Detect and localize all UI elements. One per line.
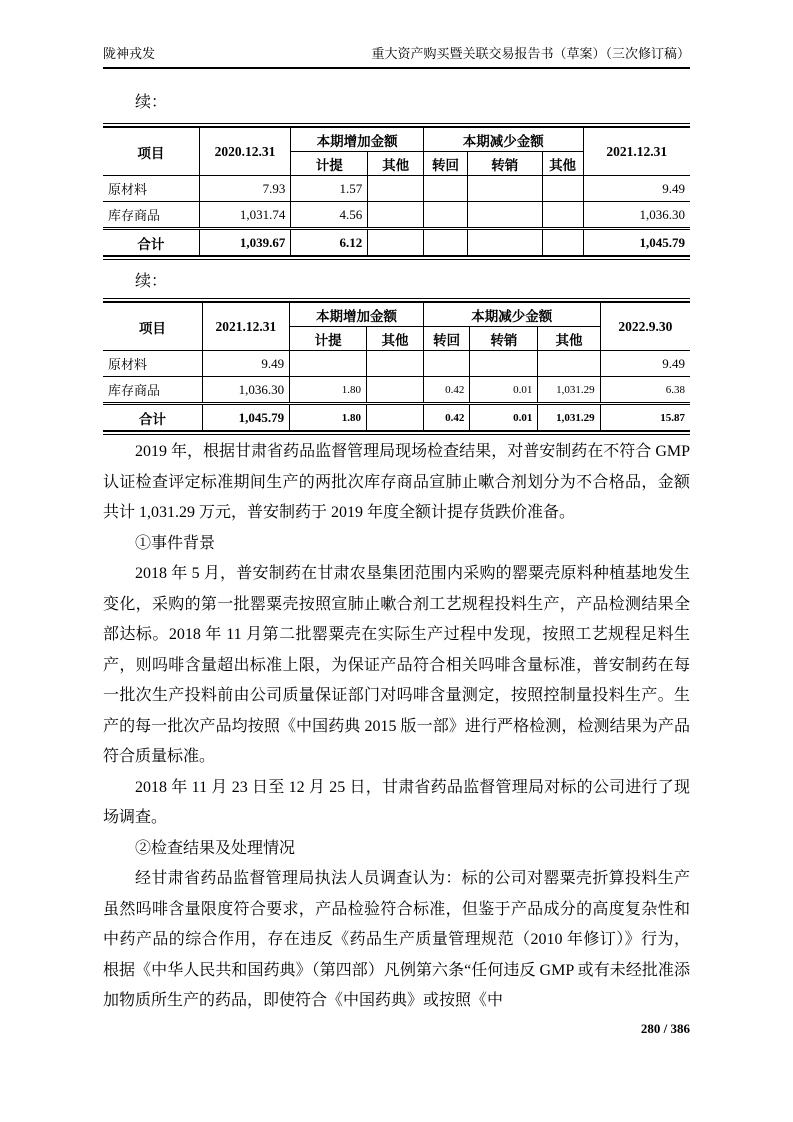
paragraph: 2018 年 11 月 23 日至 12 月 25 日，甘肃省药品监督管理局对标的公司进行了现场调查。 [103, 778, 690, 826]
table-row [103, 202, 690, 229]
table-cell [290, 351, 367, 377]
table-cell: 9.49 [600, 351, 690, 377]
table-cell: 1,031.29 [538, 404, 600, 432]
paragraph: 2018 年 5 月，普安制药在甘肃农垦集团范围内采购的罂粟壳原料种植基地发生变化，采购的第一批罂粟壳按照宣肺止嗽合剂工艺规程投料生产，产品检测结果全部达标。2018 年 11 月第二批罂粟壳在实际生产过程中发现，按照工艺规程足料生产，则吗啡含量超出标准上限，为保证产品符合相关吗啡含量标准，普安制药在每一批次生产投料前由公司质量保证部门对吗啡含量测定，按照控制量投料生产。生产的每一批次产品均按照《中国药典 2015 版一部》进行严格检测，检测结果为产品符合质量标准。 [103, 565, 690, 765]
paragraph: ②检查结果及处理情况 [135, 839, 296, 857]
table-cell: 1,036.30 [583, 202, 690, 229]
body-paragraphs [103, 437, 690, 1017]
table-cell: 1,031.74 [199, 202, 291, 229]
table-cell [538, 351, 600, 377]
paragraph: 经甘肃省药品监督管理局执法人员调查认为：标的公司对罂粟壳折算投料生产虽然吗啡含量限度符合要求，产品检验符合标准，但鉴于产品成分的高度复杂性和中药产品的综合作用，存在违反《药品生产质量管理规范（2010 年修订）》行为，根据《中华人民共和国药典》（第四部）凡例第六条“任何违反 GMP 或有未经批准添加物质所生产的药品，即使符合《中国药典》或按照《中 [103, 870, 690, 1009]
inventory-provision-table-2021 [103, 126, 690, 257]
provision-table-2022-wrapper [103, 298, 690, 435]
col-header-other-dec: 其他 [542, 152, 583, 176]
col-header-increase-group: 本期增加金额 [291, 127, 424, 152]
paragraph: 2019 年，根据甘肃省药品监督管理局现场检查结果，对普安制药在不符合 GMP 认证检查评定标准期间生产的两批次库存商品宣肺止嗽合剂划分为不合格品，金额共计 1,031.29 万元，普安制药于 2019 年度全额计提存货跌价准备。 [103, 443, 690, 521]
table-cell: 0.01 [470, 377, 538, 404]
table-cell [423, 202, 467, 229]
row-label: 原材料 [103, 351, 202, 377]
col-header-accrual: 计提 [290, 327, 367, 351]
table-cell: 6.38 [600, 377, 690, 404]
page-number: 280 / 386 [640, 1020, 690, 1036]
table-cell [467, 229, 542, 257]
table-row [103, 176, 690, 202]
col-header-accrual: 计提 [291, 152, 368, 176]
running-header [103, 46, 690, 69]
col-header-reversal: 转回 [423, 327, 469, 351]
table-cell: 1.57 [291, 176, 368, 202]
header-report-title: 重大资产购买暨关联交易报告书（草案）（三次修订稿） [371, 46, 690, 61]
col-header-item: 项目 [103, 127, 199, 176]
table-cell [423, 351, 469, 377]
table-cell: 15.87 [600, 404, 690, 432]
table-cell [368, 229, 424, 257]
row-label: 库存商品 [103, 202, 199, 229]
col-header-begin-date: 2021.12.31 [202, 302, 289, 351]
row-label: 合计 [103, 404, 202, 432]
table-cell: 1.80 [290, 404, 367, 432]
table-cell: 0.42 [423, 377, 469, 404]
table-cell: 1,031.29 [538, 377, 600, 404]
table-cell [367, 404, 424, 432]
table-row [103, 404, 690, 432]
col-header-writeoff: 转销 [470, 327, 538, 351]
table-cell: 1.80 [290, 377, 367, 404]
row-label: 合计 [103, 229, 199, 257]
col-header-writeoff: 转销 [467, 152, 542, 176]
table-cell: 9.49 [202, 351, 289, 377]
table-row [103, 229, 690, 257]
inventory-provision-table-2022 [103, 301, 690, 432]
table-cell [423, 176, 467, 202]
col-header-decrease-group: 本期减少金额 [423, 302, 600, 327]
col-header-end-date: 2022.9.30 [600, 302, 690, 351]
continuation-label-2: 续： [135, 273, 168, 290]
header-company-name: 陇神戎发 [103, 46, 156, 61]
table-body [103, 351, 690, 432]
col-header-other-inc: 其他 [368, 152, 424, 176]
table-cell: 9.49 [583, 176, 690, 202]
table-cell [542, 176, 583, 202]
row-label: 原材料 [103, 176, 199, 202]
row-label: 库存商品 [103, 377, 202, 404]
col-header-decrease-group: 本期减少金额 [423, 127, 583, 152]
col-header-begin-date: 2020.12.31 [199, 127, 291, 176]
provision-table-2021-wrapper [103, 123, 690, 260]
col-header-end-date: 2021.12.31 [583, 127, 690, 176]
table-cell [368, 202, 424, 229]
table-cell [542, 202, 583, 229]
table-cell: 0.42 [423, 404, 469, 432]
table-cell [367, 377, 424, 404]
table-body [103, 176, 690, 257]
table-cell: 1,039.67 [199, 229, 291, 257]
table-row [103, 377, 690, 404]
table-cell [542, 229, 583, 257]
table-cell [368, 176, 424, 202]
table-cell: 1,045.79 [583, 229, 690, 257]
paragraph: ①事件背景 [135, 534, 216, 552]
table-cell [470, 351, 538, 377]
continuation-label-1: 续： [135, 94, 168, 111]
table-cell: 7.93 [199, 176, 291, 202]
table-cell: 1,045.79 [202, 404, 289, 432]
page-content [103, 0, 690, 1037]
col-header-other-dec: 其他 [538, 327, 600, 351]
table-row [103, 351, 690, 377]
table-cell [467, 202, 542, 229]
col-header-increase-group: 本期增加金额 [290, 302, 424, 327]
table-cell [423, 229, 467, 257]
table-cell: 1,036.30 [202, 377, 289, 404]
table-cell: 4.56 [291, 202, 368, 229]
col-header-other-inc: 其他 [367, 327, 424, 351]
col-header-reversal: 转回 [423, 152, 467, 176]
table-cell [367, 351, 424, 377]
table-cell: 0.01 [470, 404, 538, 432]
col-header-item: 项目 [103, 302, 202, 351]
table-cell [467, 176, 542, 202]
table-cell: 6.12 [291, 229, 368, 257]
